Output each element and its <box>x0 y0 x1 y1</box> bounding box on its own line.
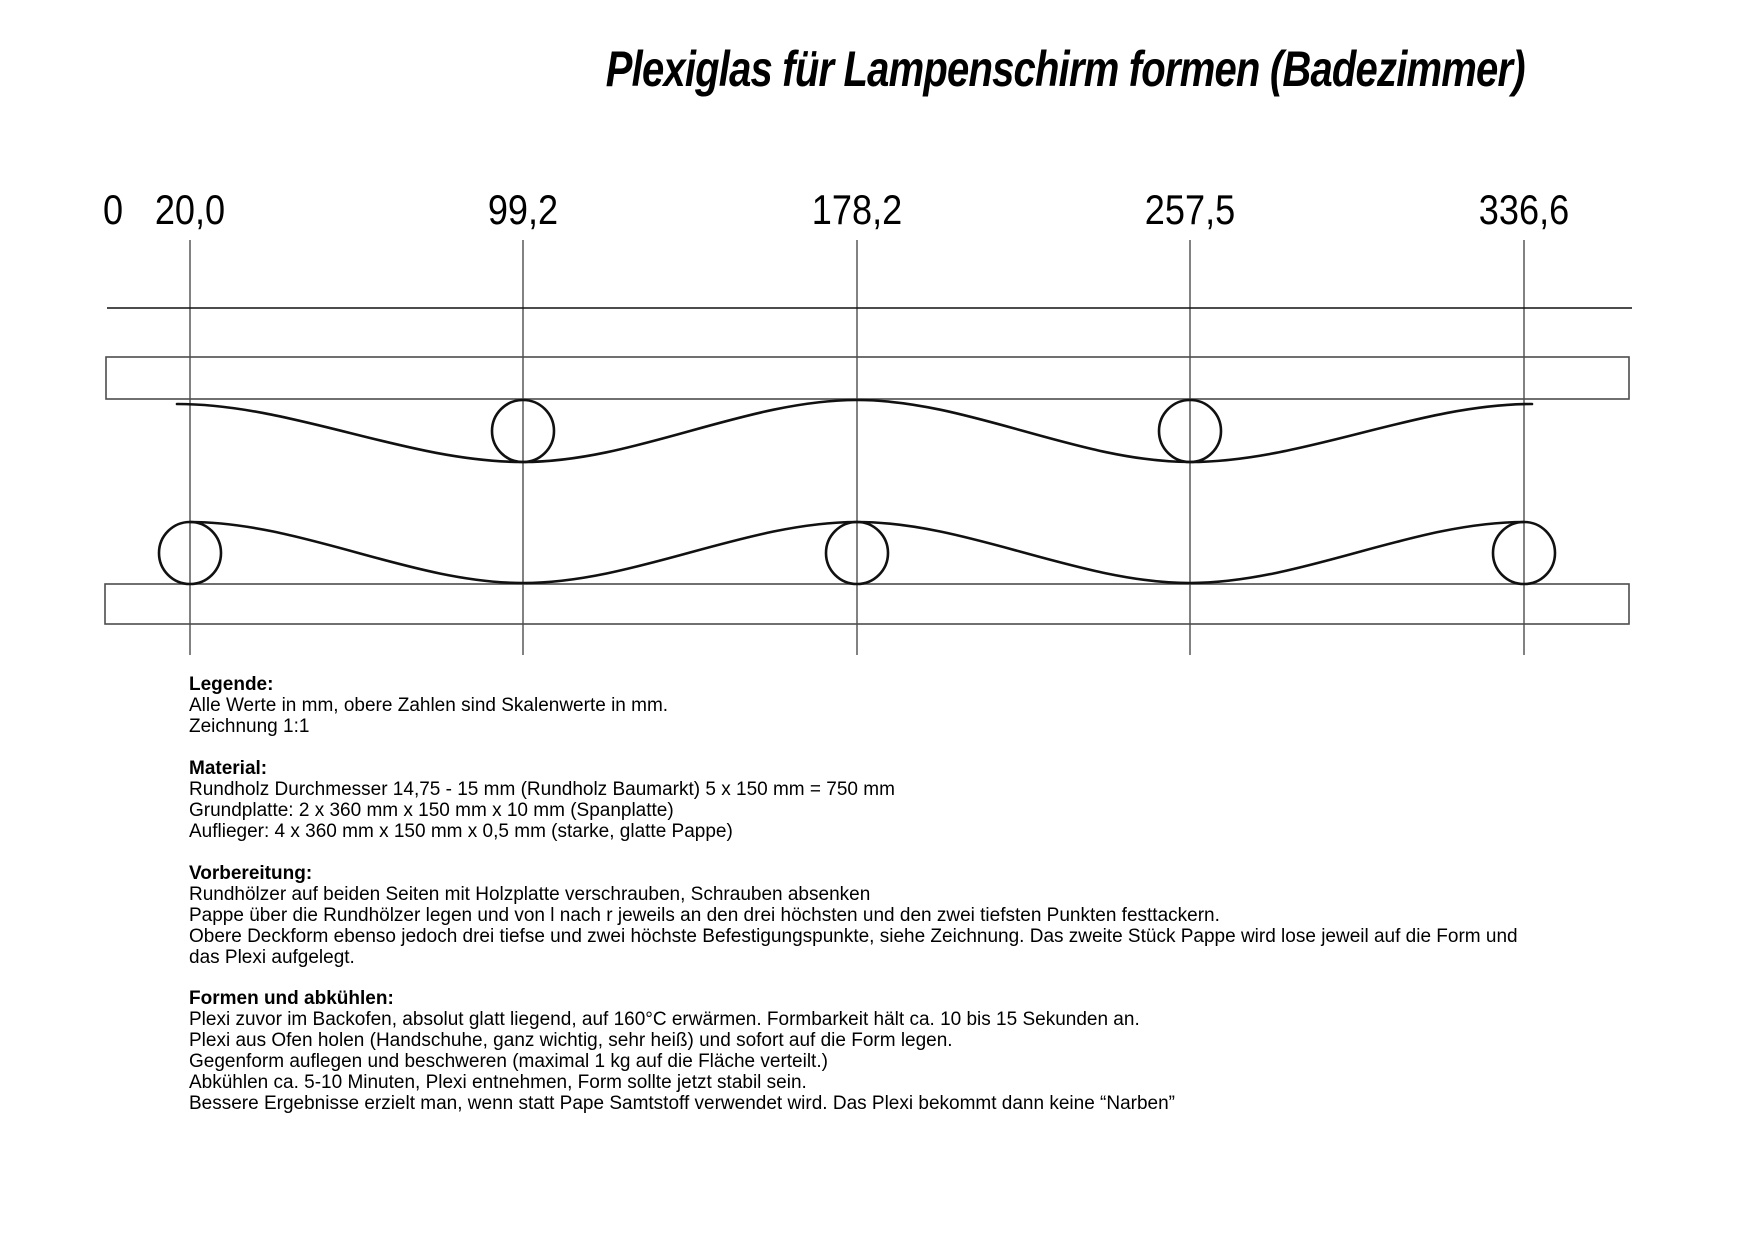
section-text-line: Pappe über die Rundhölzer legen und von l nach r jeweils an den drei höchsten und den zwei tiefsten Punkten festtackern. <box>189 905 1220 926</box>
scale-value-label: 20,0 <box>154 186 226 233</box>
section-text-line: Rundholz Durchmesser 14,75 - 15 mm (Rundholz Baumarkt) 5 x 150 mm = 750 mm <box>189 779 895 800</box>
section-text-line: das Plexi aufgelegt. <box>189 947 355 968</box>
scale-value-label: 336,6 <box>1478 186 1570 233</box>
section-text-line: Abkühlen ca. 5-10 Minuten, Plexi entnehmen, Form sollte jetzt stabil sein. <box>189 1072 807 1093</box>
section-heading: Vorbereitung: <box>189 863 313 884</box>
section-block <box>189 758 895 842</box>
section-text-line: Bessere Ergebnisse erzielt man, wenn statt Pape Samtstoff verwendet wird. Das Plexi bekommt dann keine “Narben” <box>189 1093 1176 1114</box>
scale-value-label: 257,5 <box>1144 186 1236 233</box>
section-heading: Legende: <box>189 674 274 695</box>
section-block <box>189 674 668 737</box>
section-text-line: Plexi aus Ofen holen (Handschuhe, ganz wichtig, sehr heiß) und sofort auf die Form legen. <box>189 1030 953 1051</box>
section-text-line: Auflieger: 4 x 360 mm x 150 mm x 0,5 mm (starke, glatte Pappe) <box>189 821 733 842</box>
section-text-line: Grundplatte: 2 x 360 mm x 150 mm x 10 mm (Spanplatte) <box>189 800 674 821</box>
section-text-line: Plexi zuvor im Backofen, absolut glatt liegend, auf 160°C erwärmen. Formbarkeit hält ca. 10 bis 15 Sekunden an. <box>189 1009 1140 1030</box>
scale-value-label: 0 <box>102 186 124 233</box>
section-text-line: Alle Werte in mm, obere Zahlen sind Skalenwerte in mm. <box>189 695 669 716</box>
bottom-plate <box>105 584 1629 624</box>
scale-value-label: 178,2 <box>811 186 903 233</box>
top-plate <box>106 357 1629 399</box>
section-heading: Material: <box>189 758 268 779</box>
scale-value-label: 99,2 <box>487 186 559 233</box>
section-text-line: Obere Deckform ebenso jedoch drei tiefse und zwei höchste Befestigungspunkte, siehe Zeichnung. Das zweite Stück Pappe wird lose jeweil auf die Form und <box>189 926 1518 947</box>
section-block <box>189 863 1518 968</box>
section-block <box>189 988 1175 1114</box>
section-text-line: Rundhölzer auf beiden Seiten mit Holzplatte verschrauben, Schrauben absenken <box>189 884 871 905</box>
section-text-line: Gegenform auflegen und beschweren (maximal 1 kg auf die Fläche verteilt.) <box>189 1051 828 1072</box>
upper-cardboard-curve <box>177 400 1532 462</box>
section-text-line: Zeichnung 1:1 <box>189 716 310 737</box>
page-title: Plexiglas für Lampenschirm formen (Badezimmer) <box>605 41 1525 97</box>
section-heading: Formen und abkühlen: <box>189 988 394 1009</box>
